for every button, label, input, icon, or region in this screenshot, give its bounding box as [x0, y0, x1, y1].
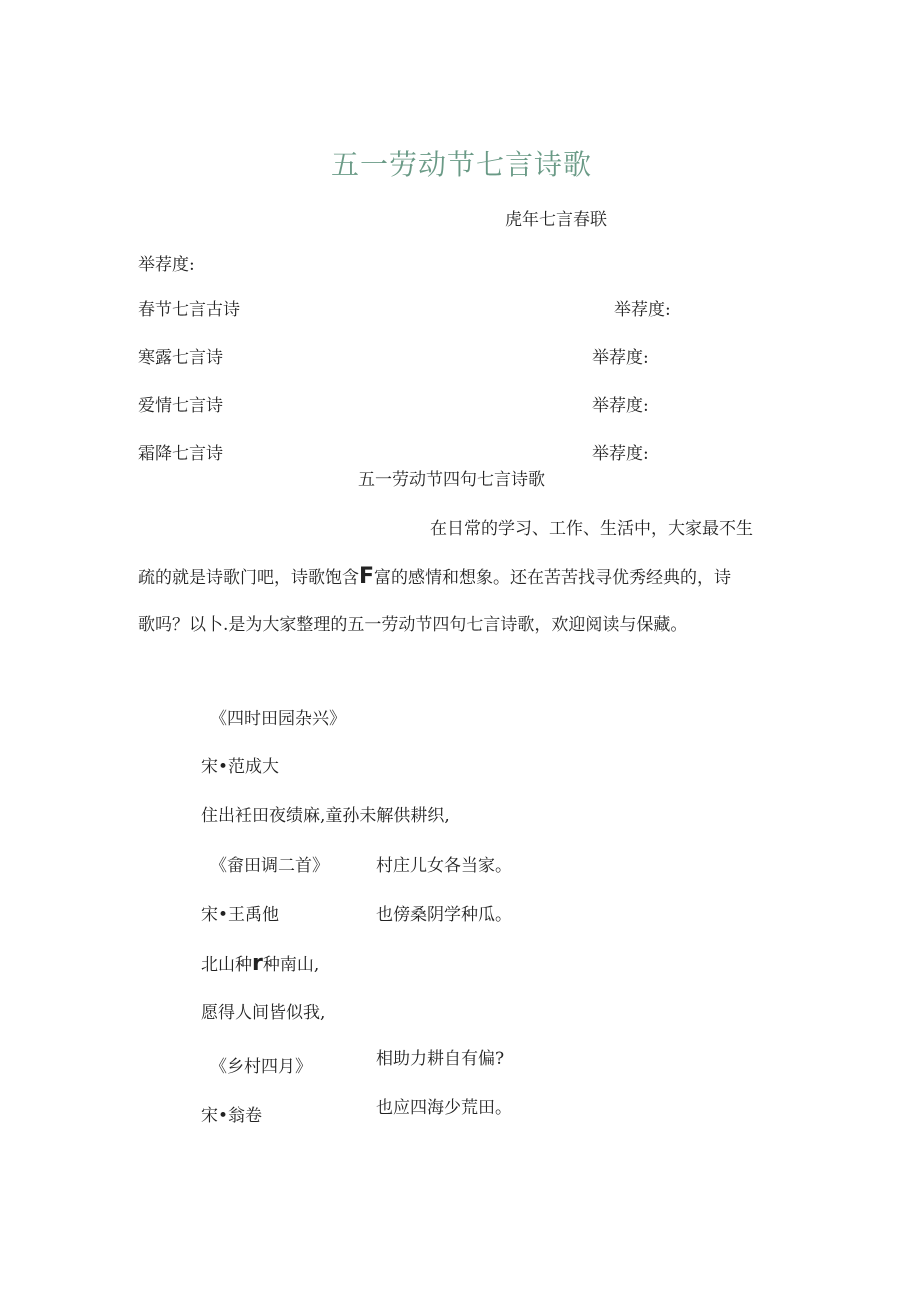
poem-line: 村庄儿女各当家。: [376, 856, 512, 876]
intro-glyph: F: [359, 564, 375, 589]
poem-line: 相助力耕自有偏?: [376, 1049, 505, 1069]
intro-line: 在日常的学习、工作、生活中，大家最不生: [430, 519, 753, 539]
poem-author: 宋•王禹他: [201, 905, 280, 925]
page-title: 五一劳动节七言诗歌: [331, 148, 593, 181]
poem-line: 也应四海少荒田。: [376, 1098, 512, 1118]
poem-line: 也傍桑阴学种瓜。: [376, 905, 512, 925]
poem-glyph: r: [252, 951, 263, 976]
poem-title: 《畲田调二首》: [210, 856, 329, 876]
poem-line: [201, 951, 320, 976]
recommend-label: 举荐度:: [592, 444, 649, 464]
poem-line: 愿得人间皆似我,: [201, 1003, 326, 1023]
recommend-label: 举荐度:: [592, 348, 649, 368]
related-item-title[interactable]: 虎年七言春联: [505, 210, 607, 230]
poem-text: 北山种: [201, 955, 252, 975]
intro-text: 富的感情和想象。还在苦苦找寻优秀经典的，诗: [374, 568, 732, 588]
recommend-label: 举荐度:: [614, 300, 671, 320]
poem-author: 宋•范成大: [201, 757, 280, 777]
intro-line: [138, 564, 732, 589]
recommend-label: 举荐度:: [138, 255, 195, 275]
related-item-title[interactable]: 寒露七言诗: [138, 348, 223, 368]
intro-line: 歌吗？以卜.是为大家整理的五一劳动节四句七言诗歌，欢迎阅读与保藏。: [138, 615, 688, 635]
poem-title: 《乡村四月》: [210, 1057, 312, 1077]
related-item-title[interactable]: 爱情七言诗: [138, 396, 223, 416]
related-item-title[interactable]: 霜降七言诗: [138, 444, 223, 464]
poem-text: 种南山,: [262, 955, 320, 975]
poem-line: 住出衽田夜绩麻,童孙未解供耕织,: [201, 806, 450, 826]
related-item-title[interactable]: 春节七言古诗: [138, 300, 240, 320]
intro-text: 疏的就是诗歌门吧，诗歌饱含: [138, 568, 359, 588]
recommend-label: 举荐度:: [592, 396, 649, 416]
poem-author: 宋•翁卷: [201, 1106, 263, 1126]
poem-title: 《四时田园杂兴》: [210, 709, 346, 729]
article-heading: 五一劳动节四句七言诗歌: [358, 470, 545, 490]
